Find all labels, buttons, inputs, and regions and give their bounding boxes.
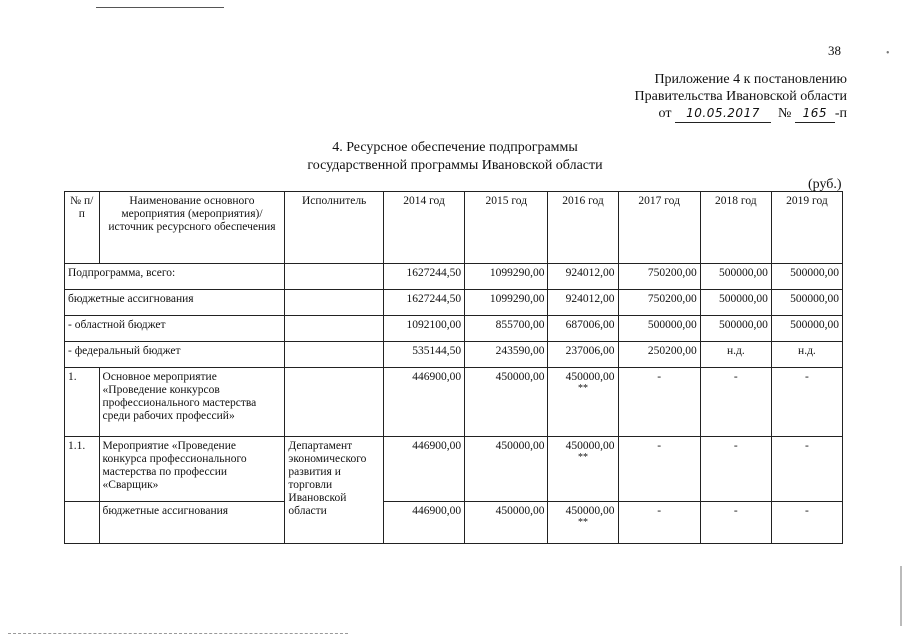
handwritten-number: 165	[795, 105, 835, 123]
cell-2016: 237006,00	[548, 342, 618, 368]
cell-2016-value: 450000,00	[565, 371, 615, 383]
table-row	[65, 290, 843, 316]
cell-2015: 450000,00	[465, 437, 548, 502]
cell-2016	[548, 437, 618, 502]
main-event-executor	[285, 368, 384, 437]
cell-2016: 924012,00	[548, 264, 618, 290]
cell-2019: 500000,00	[771, 316, 842, 342]
cell-2015: 855700,00	[465, 316, 548, 342]
row-executor	[285, 290, 384, 316]
cell-2018: -	[700, 437, 771, 502]
cell-2014: 535144,50	[383, 342, 464, 368]
cell-2016	[548, 368, 618, 437]
cell-2016: 924012,00	[548, 290, 618, 316]
footnote-mark: **	[577, 517, 588, 528]
scan-dot: •	[886, 48, 890, 59]
from-label: от	[658, 106, 672, 121]
cell-2014: 446900,00	[383, 437, 464, 502]
appendix-line2: Правительства Ивановской области	[634, 89, 847, 104]
cell-2014: 446900,00	[383, 368, 464, 437]
header-2015: 2015 год	[465, 192, 548, 264]
number-suffix: -п	[834, 106, 847, 121]
cell-2017: 250200,00	[618, 342, 700, 368]
cell-2014: 1092100,00	[383, 316, 464, 342]
table-row	[65, 342, 843, 368]
top-rule	[96, 7, 224, 8]
cell-2016	[548, 502, 618, 544]
header-2014: 2014 год	[383, 192, 464, 264]
header-2017: 2017 год	[618, 192, 700, 264]
cell-2017: 750200,00	[618, 264, 700, 290]
cell-2018: 500000,00	[700, 264, 771, 290]
cell-2015: 1099290,00	[465, 264, 548, 290]
currency-unit: (руб.)	[808, 177, 842, 192]
header-2018: 2018 год	[700, 192, 771, 264]
cell-2017: -	[618, 437, 700, 502]
cell-2016-value: 450000,00	[565, 505, 615, 517]
cell-2019: н.д.	[771, 342, 842, 368]
cell-2015: 450000,00	[465, 502, 548, 544]
sub-event-budget-num	[65, 502, 100, 544]
sub-event-executor: Департамент экономического развития и торговли Ивановской области	[285, 437, 384, 544]
cell-2019: -	[771, 437, 842, 502]
bottom-rule	[8, 633, 348, 634]
cell-2018: 500000,00	[700, 290, 771, 316]
appendix-header	[635, 71, 847, 123]
cell-2015: 450000,00	[465, 368, 548, 437]
main-event-num: 1.	[65, 368, 100, 437]
page-number: 38	[828, 43, 841, 58]
appendix-line1: Приложение 4 к постановлению	[654, 72, 847, 87]
sub-event-budget-label: бюджетные ассигнования	[99, 502, 285, 544]
cell-2017: -	[618, 502, 700, 544]
header-2019: 2019 год	[771, 192, 842, 264]
cell-2019: 500000,00	[771, 290, 842, 316]
cell-2019: -	[771, 368, 842, 437]
cell-2019: -	[771, 502, 842, 544]
row-label: бюджетные ассигнования	[65, 290, 285, 316]
appendix-line3	[635, 105, 847, 123]
resource-table	[64, 191, 843, 544]
row-executor	[285, 264, 384, 290]
row-label: - областной бюджет	[65, 316, 285, 342]
cell-2018: н.д.	[700, 342, 771, 368]
cell-2015: 1099290,00	[465, 290, 548, 316]
cell-2016: 687006,00	[548, 316, 618, 342]
cell-2018: 500000,00	[700, 316, 771, 342]
row-executor	[285, 316, 384, 342]
header-2016: 2016 год	[548, 192, 618, 264]
cell-2017: -	[618, 368, 700, 437]
cell-2017: 500000,00	[618, 316, 700, 342]
sub-event-budget-row	[65, 502, 843, 544]
main-event-name: Основное мероприятие «Проведение конкурсов профессионального мастерства среди рабочих профессий»	[99, 368, 285, 437]
cell-2015: 243590,00	[465, 342, 548, 368]
cell-2016-value: 450000,00	[565, 440, 615, 452]
scan-edge-mark	[900, 566, 902, 626]
header-executor: Исполнитель	[285, 192, 384, 264]
header-num: № п/п	[65, 192, 100, 264]
row-label: Подпрограмма, всего:	[65, 264, 285, 290]
sub-event-row	[65, 437, 843, 502]
cell-2018: -	[700, 502, 771, 544]
number-label: №	[777, 106, 792, 121]
cell-2014: 1627244,50	[383, 290, 464, 316]
cell-2014: 1627244,50	[383, 264, 464, 290]
title-line2: государственной программы Ивановской области	[307, 158, 603, 173]
document-title	[240, 139, 670, 175]
title-line1: 4. Ресурсное обеспечение подпрограммы	[332, 140, 578, 155]
row-executor	[285, 342, 384, 368]
main-event-row	[65, 368, 843, 437]
cell-2018: -	[700, 368, 771, 437]
cell-2017: 750200,00	[618, 290, 700, 316]
row-label: - федеральный бюджет	[65, 342, 285, 368]
header-name: Наименование основного мероприятия (мероприятия)/источник ресурсного обеспечения	[99, 192, 285, 264]
handwritten-date: 10.05.2017	[675, 105, 771, 123]
footnote-mark: **	[577, 452, 588, 463]
sub-event-num: 1.1.	[65, 437, 100, 502]
table-row	[65, 316, 843, 342]
table-row	[65, 264, 843, 290]
header-row	[65, 192, 843, 264]
cell-2019: 500000,00	[771, 264, 842, 290]
cell-2014: 446900,00	[383, 502, 464, 544]
footnote-mark: **	[577, 383, 588, 394]
sub-event-name: Мероприятие «Проведение конкурса профессионального мастерства по профессии «Сварщик»	[99, 437, 285, 502]
